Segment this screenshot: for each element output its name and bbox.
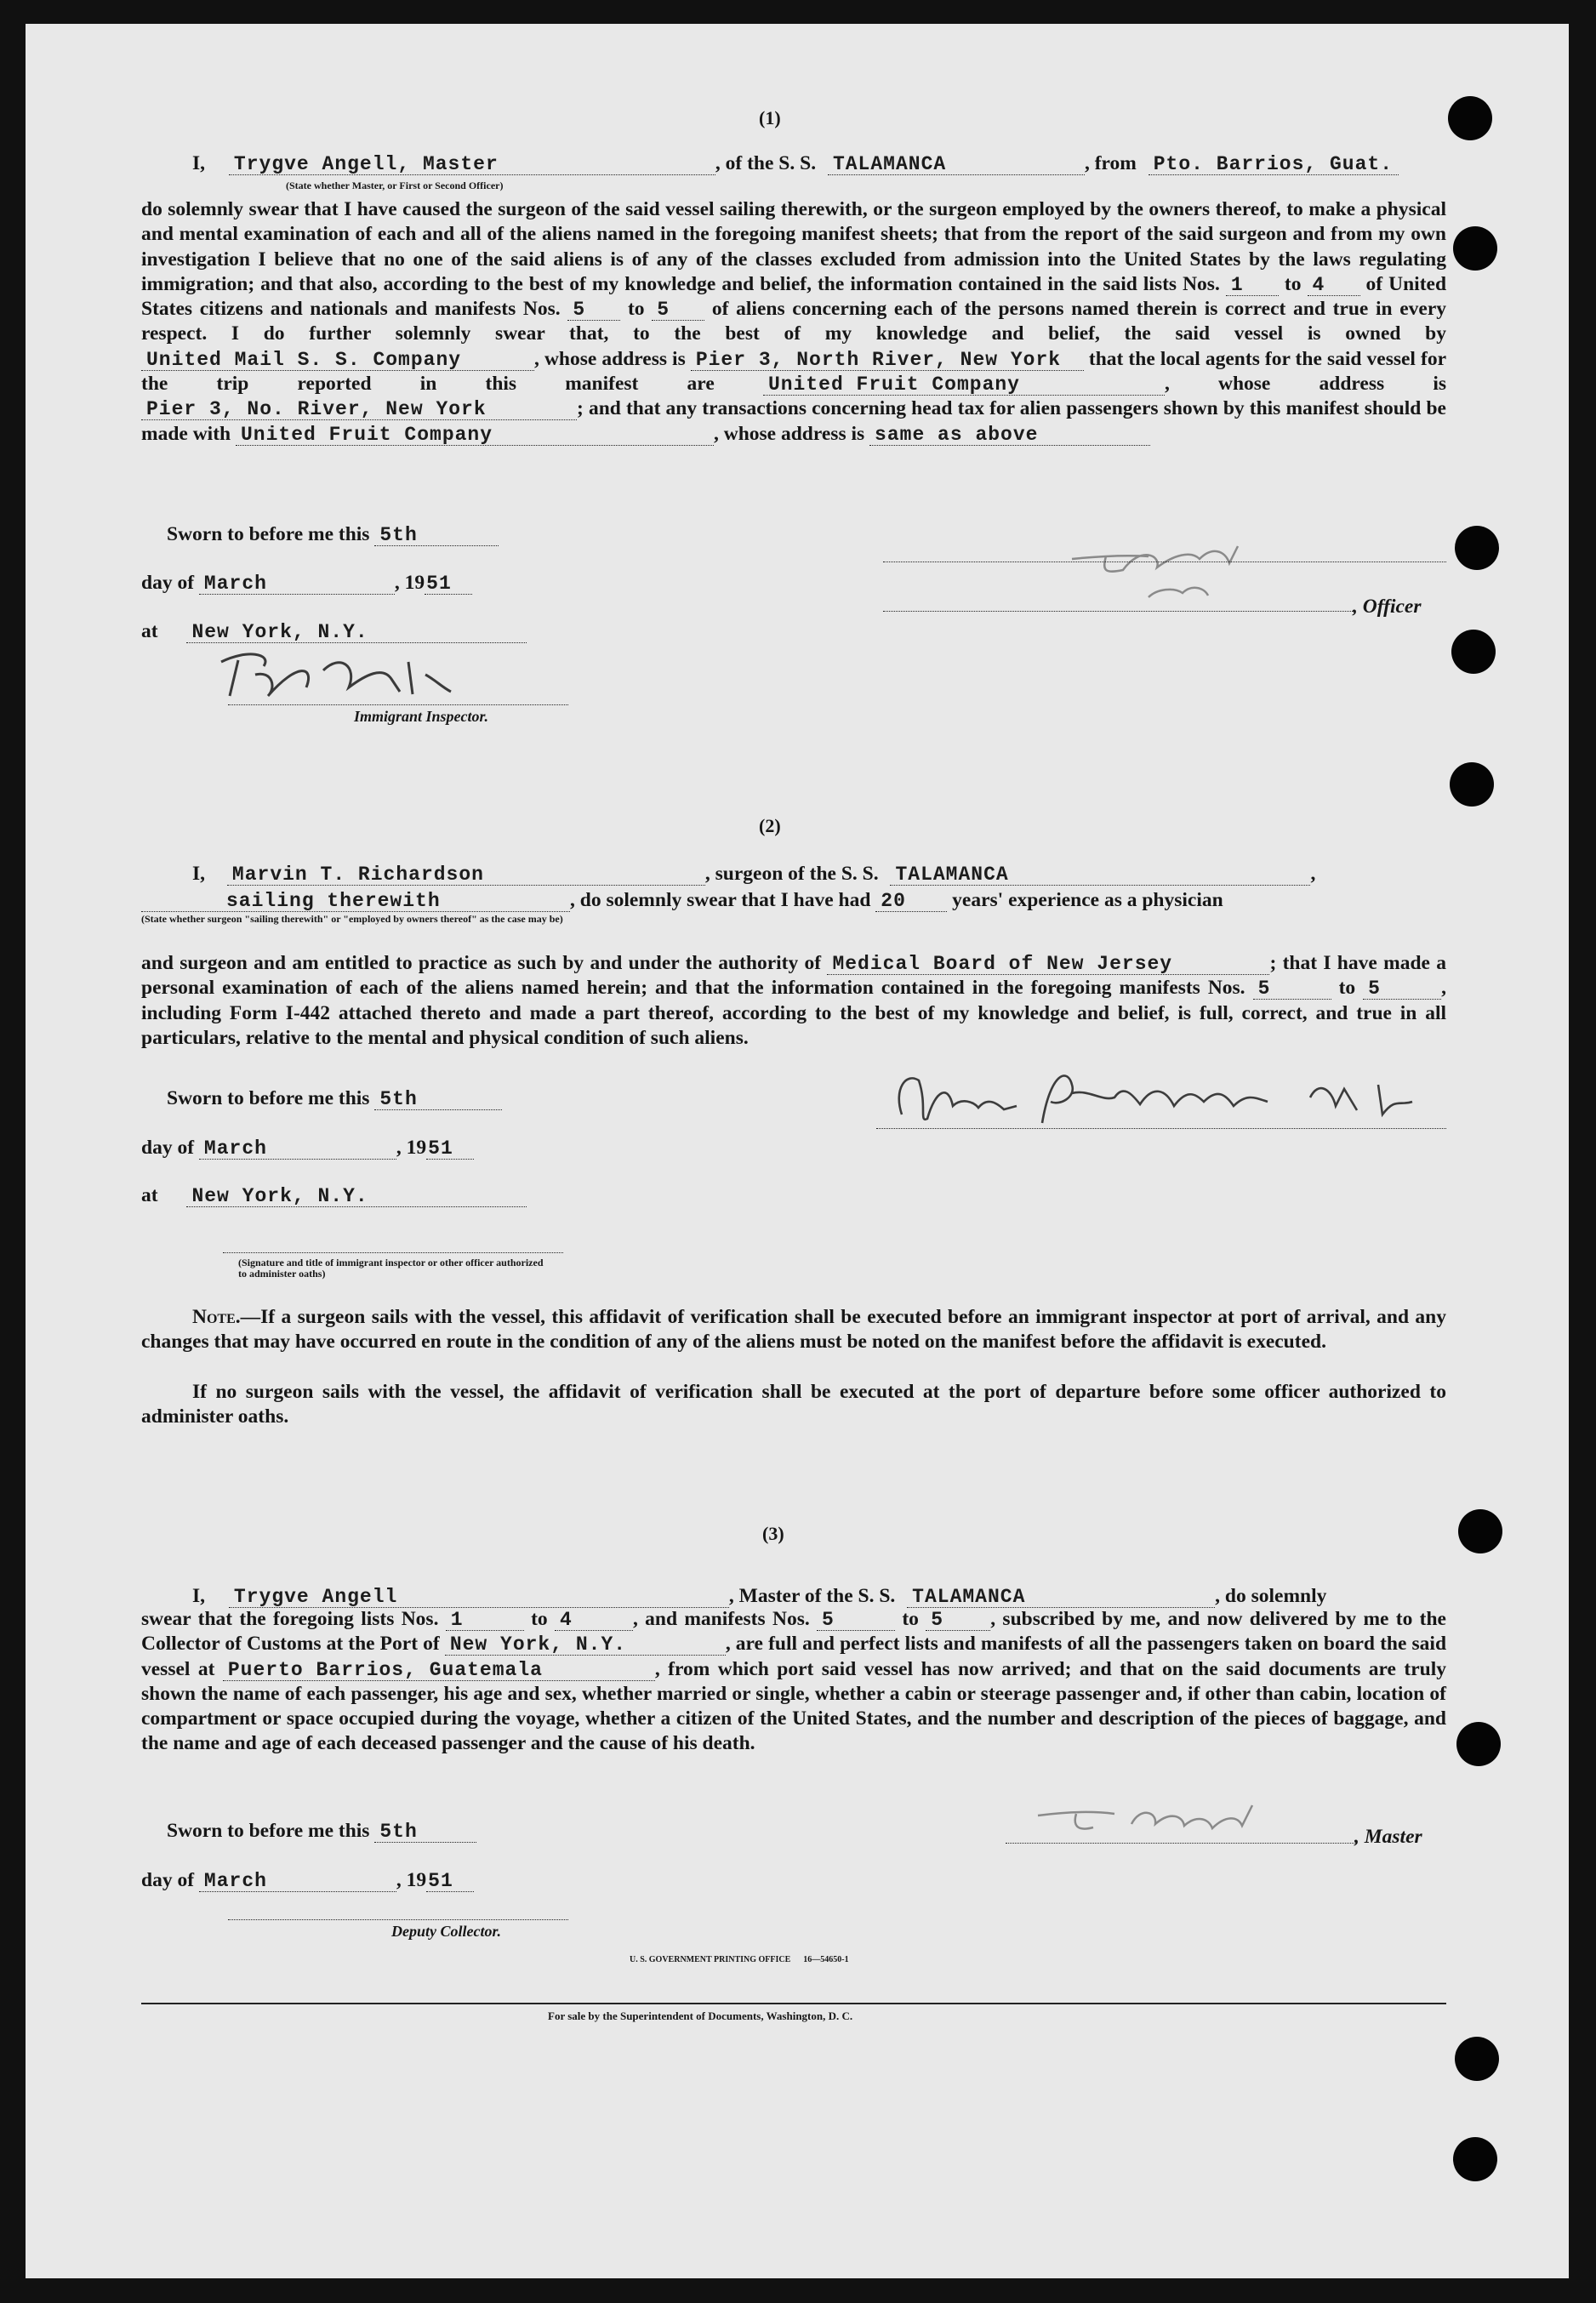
punch-hole [1455,526,1499,570]
inspector-caption: Immigrant Inspector. [354,708,489,725]
vessel-field: TALAMANCA [890,864,1310,886]
authority-field: Medical Board of New Jersey [827,954,1269,975]
manifests-to-field: 5 [926,1610,990,1631]
punch-hole [1450,762,1494,807]
surgeon-sign-line [876,1128,1446,1129]
section-number: (1) [759,107,781,128]
s3-day-line: day of March , 1951 [141,1868,474,1892]
s3-body: swear that the foregoing lists Nos. 1 to 4 , and manifests Nos. 5 to 5 , subscribed by me, and now delivered by me to the Collector of Customs at the Port of New York, N.Y. , are full and perfect lists and manifests of all the passengers taken on board the said vessel at Puerto Barrios, Guatemala , from which port said vessel has now arrived; and that on the said documents are truly shown the name of each passenger, his age and sex, whether married or single, whether a cabin or steerage passenger and, if other than cabin, location of compartment or space occupied during the voyage, whether a citizen of the United States, and the number and description of the pieces of baggage, and the name and age of each deceased passenger and the cause of his death. [141,1608,1447,1755]
lists-to-field: 4 [555,1610,633,1631]
lists-to-field: 4 [1308,275,1360,296]
deputy-caption: Deputy Collector. [391,1923,501,1940]
deputy-sign-line [228,1919,568,1920]
master-sign-line [1006,1843,1356,1844]
s2-at-line: at New York, N.Y. [141,1183,527,1207]
section-number: (2) [759,815,781,836]
punch-hole [1448,96,1492,140]
s1-body: do solemnly swear that I have caused the surgeon of the said vessel sailing therewith, or the surgeon employed by the owners thereof, to make a physical and mental examination of each and all of the aliens named in the foregoing manifest sheets; that from the report of the said surgeon and from my own investigation I believe that no one of the said aliens is of any of the classes excluded from admission into the United States by the laws regulating immigration; and that also, according to the best of my knowledge and belief, the information contained in the said lists Nos. 1 to 4 of United States citizens and nationals and manifests Nos. 5 to 5 of aliens concerning each of the persons named therein is correct and true in every respect. I do further solemnly swear that, to the best of my knowledge and belief, the said vessel is owned by United Mail S. S. Company , whose address is Pier 3, North River, New York that the local agents for the said vessel for the trip reported in this manifest are United Fruit Company , whose address is Pier 3, No. River, New York ; and that any transactions concerning head tax for alien passengers shown by this manifest should be made with United Fruit Company , whose address is same as above [141,198,1447,446]
manifests-from-field: 5 [1253,978,1331,1000]
inspector-sign-line [228,704,568,705]
signature-note: (Signature and title of immigrant inspector or other officer authorized to administer oaths) [238,1257,544,1280]
embarkation-field: Puerto Barrios, Guatemala [223,1660,655,1681]
agents-address-field: Pier 3, No. River, New York [141,399,577,420]
punch-hole [1453,226,1497,271]
s2-note: Note.—If a surgeon sails with the vessel, this affidavit of verification shall be executed before an immigrant inspector at port of arrival, and any changes that may have occurred en route in the condition of any of the aliens must be noted on the manifest before the affidavit is executed. [141,1306,1446,1354]
s3-first-line: I, Trygve Angell , Master of the S. S. TALAMANCA , do solemnly [192,1585,1327,1608]
s2-first-line: I, Marvin T. Richardson , surgeon of the S. S. TALAMANCA , [192,863,1316,886]
s2-sign-line [223,1252,563,1253]
s1-day-line: day of March , 1951 [141,571,472,595]
master-signature [1029,1790,1285,1841]
agents-field: United Fruit Company [763,374,1165,396]
departure-port-field: Pto. Barrios, Guat. [1149,154,1399,175]
surgeon-status-field: sailing therewith [141,891,570,912]
officer-sign-line-2 [883,611,1353,612]
month-field: March [199,573,395,595]
s1-at-line: at New York, N.Y. [141,619,527,643]
lists-from-field: 1 [1226,275,1279,296]
gpo-imprint: U. S. GOVERNMENT PRINTING OFFICE 16—54650-1 [630,1955,849,1964]
inspector-signature [196,628,485,713]
punch-hole [1453,2137,1497,2181]
sworn-day-field: 5th [374,1089,502,1110]
master-name-field: Trygve Angell [229,1587,729,1608]
title-note: (State whether Master, or First or Second Officer) [286,180,504,191]
month-field: March [199,1138,396,1160]
year-field: 51 [426,1138,474,1160]
surgeon-signature [868,1055,1446,1149]
manifests-to-field: 5 [652,299,704,321]
arrival-port-field: New York, N.Y. [445,1634,726,1656]
sworn-day-field: 5th [374,1821,476,1843]
s2-day-line: day of March , 1951 [141,1136,474,1160]
status-note: (State whether surgeon "sailing therewith" or "employed by owners thereof" as the case may be) [141,913,563,925]
place-field: New York, N.Y. [186,1186,527,1207]
officer-signature [1055,521,1276,614]
years-field: 20 [875,891,947,912]
officer-caption: , Officer [1353,596,1422,618]
affidavit-page [26,24,1569,2278]
note-label: Note. [192,1306,241,1328]
officer-sign-line-1 [883,561,1446,562]
owner-field: United Mail S. S. Company [141,350,534,371]
s2-sworn-line: Sworn to before me this 5th [167,1086,502,1110]
surgeon-name-field: Marvin T. Richardson [227,864,705,886]
vessel-field: TALAMANCA [828,154,1085,175]
headtax-field: United Fruit Company [236,425,714,446]
headtax-address-field: same as above [869,425,1150,446]
punch-hole [1458,1509,1502,1553]
master-name-field: Trygve Angell, Master [229,154,715,175]
s2-note-2: If no surgeon sails with the vessel, the affidavit of verification shall be executed at the port of departure before some officer authorized to administer oaths. [141,1381,1446,1428]
s1-sworn-line: Sworn to before me this 5th [167,522,499,546]
month-field: March [199,1871,396,1892]
lists-from-field: 1 [446,1610,524,1631]
year-field: 51 [425,573,472,595]
sale-notice: For sale by the Superintendent of Documents, Washington, D. C. [548,2009,853,2022]
s1-first-line: I, Trygve Angell, Master , of the S. S. TALAMANCA , from Pto. Barrios, Guat. [192,151,1399,175]
master-caption: , Master [1354,1826,1422,1848]
footer-rule [141,2003,1446,2004]
year-field: 51 [426,1871,474,1892]
sworn-day-field: 5th [374,525,499,546]
section-number: (3) [762,1523,784,1544]
vessel-field: TALAMANCA [907,1587,1215,1608]
punch-hole [1455,2037,1499,2081]
s2-second-line: sailing therewith , do solemnly swear that I have had 20 years' experience as a physician [141,888,1223,912]
s2-body: and surgeon and am entitled to practice as such by and under the authority of Medical Board of New Jersey ; that I have made a personal examination of each of the aliens named herein; and that the information contained in the foregoing manifests Nos. 5 to 5 , including Form I-442 attached thereto and made a part thereof, according to the best of my knowledge and belief, is full, correct, and true in all particulars, relative to the mental and physical condition of such aliens. [141,952,1447,1049]
manifests-from-field: 5 [817,1610,895,1631]
manifests-to-field: 5 [1363,978,1441,1000]
punch-hole [1456,1722,1501,1766]
place-field: New York, N.Y. [186,622,527,643]
s3-sworn-line: Sworn to before me this 5th [167,1819,476,1843]
punch-hole [1451,630,1496,674]
owner-address-field: Pier 3, North River, New York [691,350,1084,371]
manifests-from-field: 5 [567,299,620,321]
label-i: I, [192,152,206,174]
